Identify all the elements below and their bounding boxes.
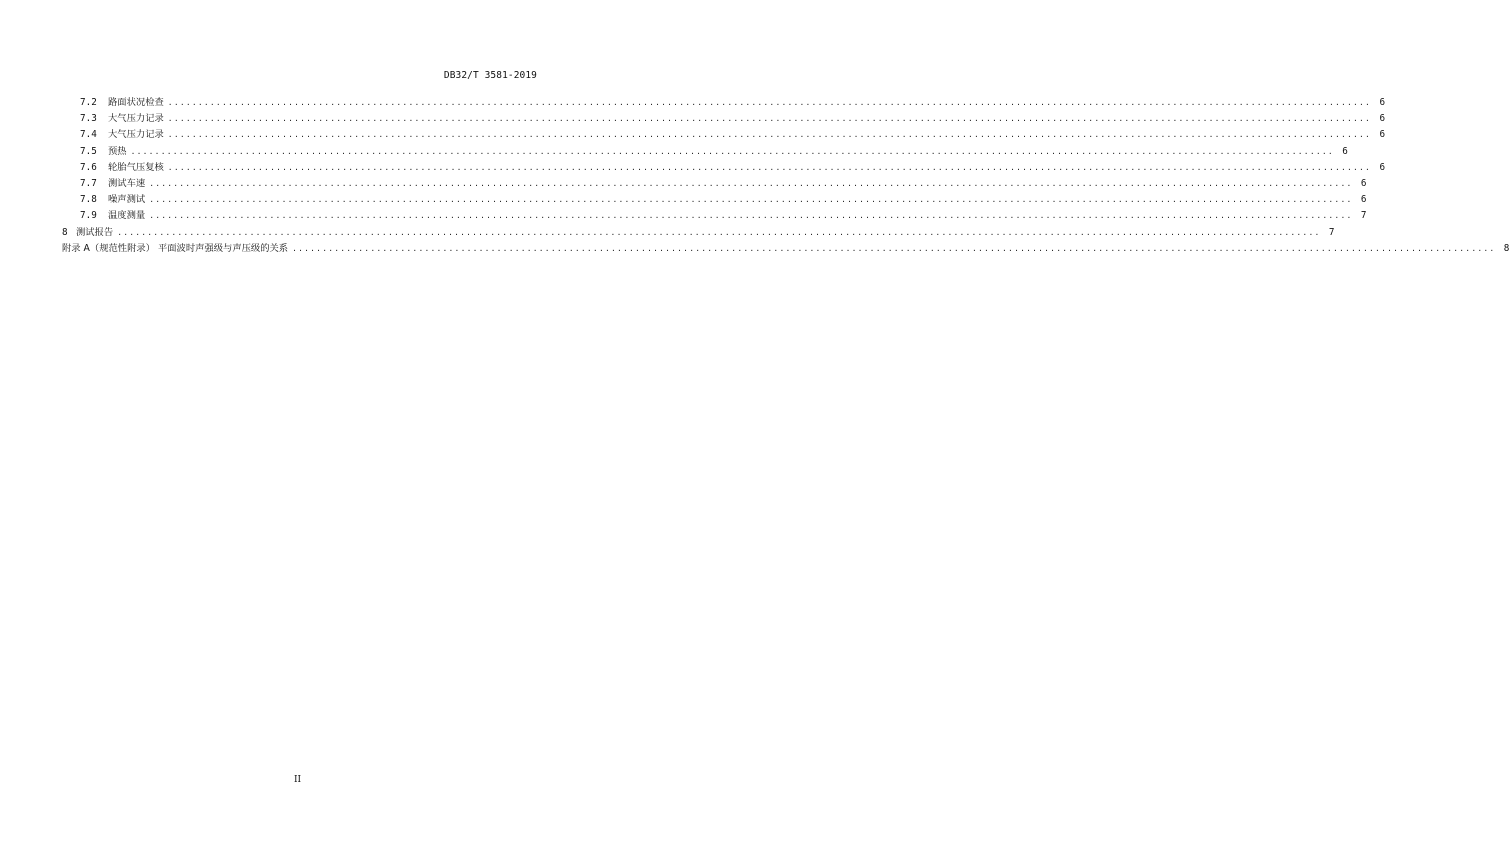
toc-leader-dots: ........................................................................................................................................................................................................ bbox=[292, 243, 1496, 253]
toc-leader-dots: ........................................................................................................................................................................................................ bbox=[149, 178, 1353, 188]
toc-entry-page: 8 bbox=[1503, 242, 1509, 254]
toc-entry-title: 温度测量 bbox=[108, 210, 146, 222]
toc-entry-7-9[interactable] bbox=[62, 208, 1367, 224]
toc-entry-page: 6 bbox=[1379, 97, 1386, 108]
toc-entry-page: 6 bbox=[1379, 113, 1386, 125]
toc-entry-page: 7 bbox=[1360, 210, 1367, 222]
toc-entry-title: 路面状况检查 bbox=[108, 97, 164, 108]
toc-entry-7-8[interactable] bbox=[62, 192, 1367, 208]
toc-entry-number: 7.7 bbox=[80, 177, 97, 189]
page-number: II bbox=[293, 775, 302, 785]
toc-entry-number: 7.9 bbox=[80, 210, 97, 222]
toc-entry-page: 7 bbox=[1328, 226, 1335, 238]
toc-entry-number: 7.8 bbox=[80, 194, 97, 206]
toc-entry-number: 7.6 bbox=[80, 161, 97, 173]
toc-entry-appendix-a[interactable] bbox=[62, 241, 1509, 257]
toc-entry-title: 测试报告 bbox=[76, 226, 114, 238]
document-code: DB32/T 3581-2019 bbox=[443, 70, 537, 81]
toc-entry-8[interactable] bbox=[62, 225, 1335, 241]
toc-entry-7-6[interactable] bbox=[62, 160, 1386, 176]
toc-entry-page: 6 bbox=[1379, 129, 1386, 141]
toc-leader-dots: ........................................................................................................................................................................................................ bbox=[130, 146, 1334, 156]
toc-entry-page: 6 bbox=[1379, 161, 1386, 173]
toc-entry-page: 6 bbox=[1342, 145, 1348, 157]
toc-leader-dots: ........................................................................................................................................................................................................ bbox=[167, 114, 1372, 124]
toc-leader-dots: ........................................................................................................................................................................................................ bbox=[149, 211, 1353, 221]
table-of-contents bbox=[62, 95, 1509, 257]
toc-leader-dots: ........................................................................................................................................................................................................ bbox=[167, 162, 1372, 172]
toc-entry-page: 6 bbox=[1360, 194, 1367, 206]
toc-entry-7-3[interactable] bbox=[62, 111, 1386, 127]
toc-entry-number: 8 bbox=[62, 226, 68, 238]
toc-entry-number: 7.4 bbox=[80, 129, 97, 141]
toc-entry-number: 7.3 bbox=[80, 113, 97, 125]
toc-entry-7-4[interactable] bbox=[62, 127, 1386, 143]
toc-leader-dots: ........................................................................................................................................................................................................ bbox=[117, 227, 1321, 237]
toc-leader-dots: ........................................................................................................................................................................................................ bbox=[149, 195, 1353, 205]
toc-entry-number: 7.2 bbox=[80, 97, 97, 108]
toc-entry-number: 7.5 bbox=[80, 145, 97, 157]
toc-leader-dots: ........................................................................................................................................................................................................ bbox=[167, 98, 1372, 107]
toc-entry-7-2[interactable] bbox=[62, 95, 1386, 111]
toc-entry-7-7[interactable] bbox=[62, 176, 1367, 192]
toc-leader-dots: ........................................................................................................................................................................................................ bbox=[167, 130, 1372, 140]
toc-entry-title: 预热 bbox=[108, 145, 127, 157]
toc-entry-page: 6 bbox=[1360, 177, 1367, 189]
toc-entry-title: 轮胎气压复核 bbox=[108, 161, 164, 173]
toc-entry-title: 测试车速 bbox=[108, 177, 146, 189]
toc-entry-title: 噪声测试 bbox=[108, 194, 146, 206]
toc-entry-title: 附录 A（规范性附录） 平面波时声强级与声压级的关系 bbox=[62, 242, 289, 254]
toc-entry-7-5[interactable] bbox=[62, 144, 1348, 160]
toc-entry-title: 大气压力记录 bbox=[108, 113, 164, 125]
toc-entry-title: 大气压力记录 bbox=[108, 129, 164, 141]
